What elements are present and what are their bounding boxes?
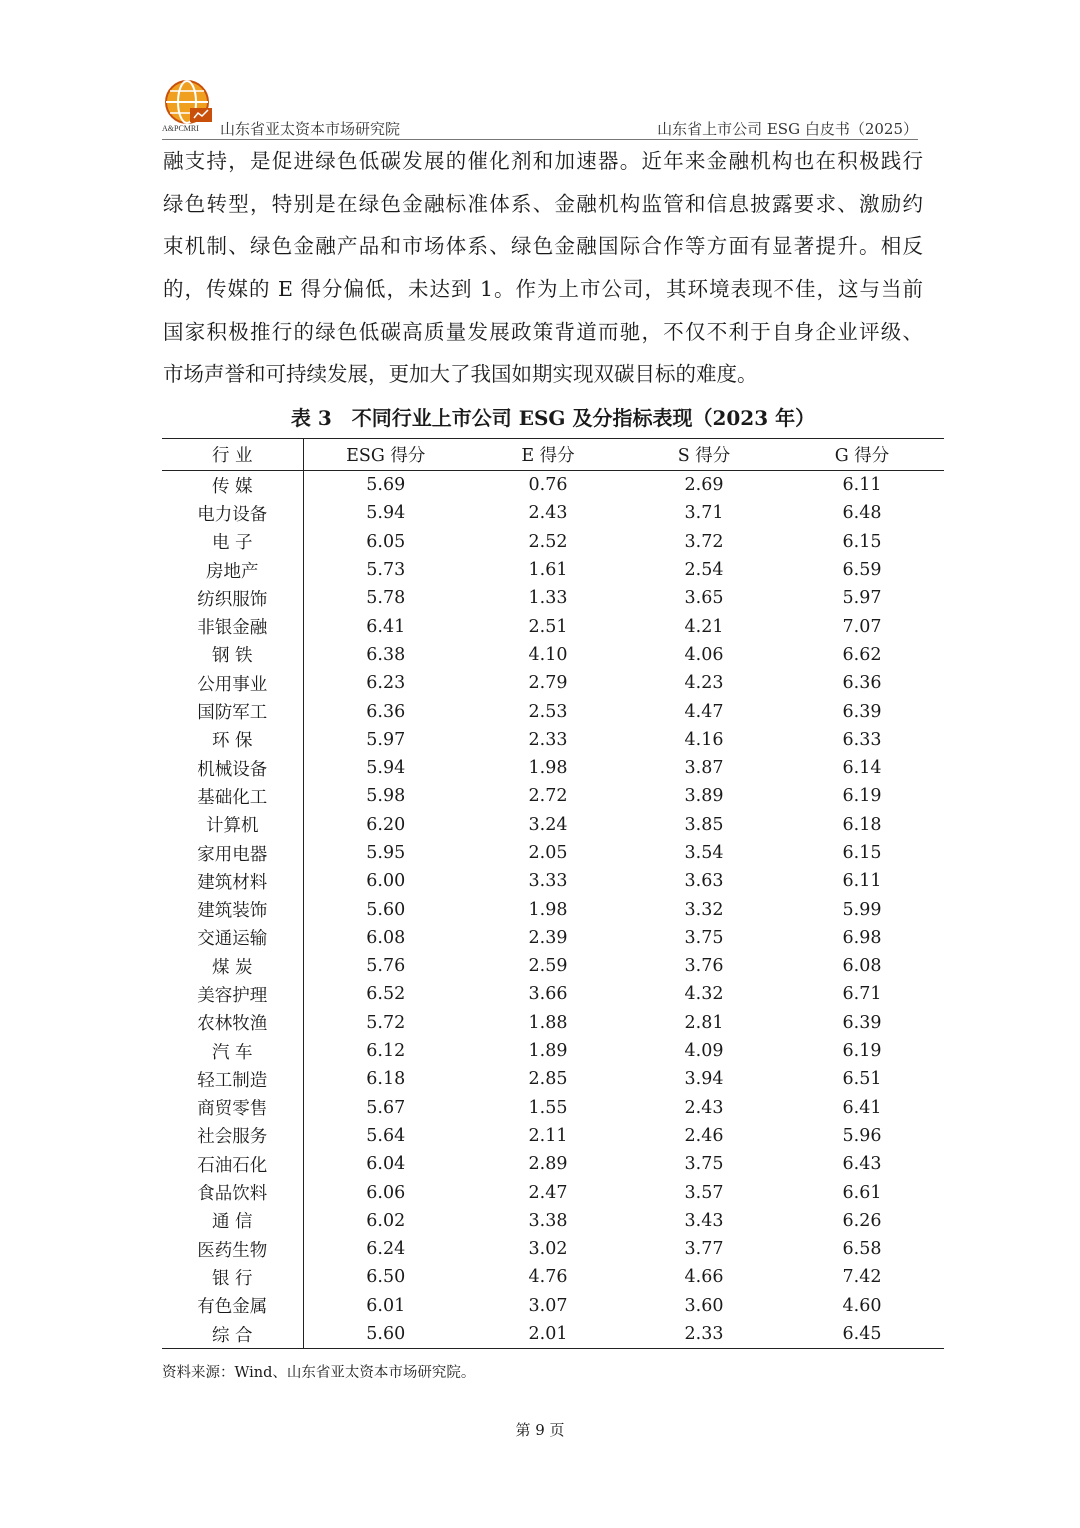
body-line: 的，传媒的 E 得分偏低，未达到 1。作为上市公司，其环境表现不佳，这与当前 xyxy=(163,277,923,302)
s-score-cell: 2.54 xyxy=(684,560,724,581)
esg-score-cell: 5.98 xyxy=(366,786,406,807)
e-score-cell: 2.47 xyxy=(528,1182,568,1203)
industry-cell: 钢 铁 xyxy=(162,641,303,669)
g-score-cell: 5.96 xyxy=(842,1125,882,1146)
g-score-cell: 6.15 xyxy=(842,843,882,863)
industry-cell: 建筑装饰 xyxy=(162,895,303,923)
e-score-cell: 2.79 xyxy=(528,673,568,694)
column-header-esg: ESG 得分 xyxy=(303,439,468,471)
page-number: 第 9 页 xyxy=(515,1421,565,1439)
industry-cell: 食品饮料 xyxy=(162,1178,303,1206)
table-row xyxy=(162,528,944,556)
table-row xyxy=(162,1292,944,1320)
esg-score-cell: 5.94 xyxy=(366,503,406,524)
industry-cell: 有色金属 xyxy=(162,1292,303,1320)
esg-score-cell: 6.06 xyxy=(366,1182,406,1203)
table-row xyxy=(162,584,944,612)
s-score-cell: 3.75 xyxy=(684,927,724,948)
institute-logo xyxy=(160,78,216,130)
industry-cell: 煤 炭 xyxy=(162,952,303,980)
e-score-cell: 1.55 xyxy=(528,1097,568,1118)
table-row xyxy=(162,1150,944,1178)
e-score-cell: 3.02 xyxy=(528,1239,568,1260)
g-score-cell: 6.08 xyxy=(842,956,882,977)
s-score-cell: 4.47 xyxy=(684,701,724,722)
g-score-cell: 7.42 xyxy=(842,1267,882,1288)
body-line: 绿色转型，特别是在绿色金融标准体系、金融机构监管和信息披露要求、激励约 xyxy=(163,191,923,216)
industry-cell: 计算机 xyxy=(162,811,303,839)
table-row xyxy=(162,895,944,923)
e-score-cell: 2.85 xyxy=(528,1069,568,1090)
industry-cell: 家用电器 xyxy=(162,839,303,867)
industry-cell: 机械设备 xyxy=(162,754,303,782)
s-score-cell: 4.66 xyxy=(684,1267,724,1288)
esg-score-cell: 5.95 xyxy=(366,843,406,863)
e-score-cell: 2.51 xyxy=(528,616,568,637)
s-score-cell: 4.06 xyxy=(684,644,724,665)
e-score-cell: 1.98 xyxy=(528,758,568,779)
industry-cell: 纺织服饰 xyxy=(162,584,303,612)
table-row xyxy=(162,1009,944,1037)
g-score-cell: 5.99 xyxy=(842,899,882,920)
s-score-cell: 3.77 xyxy=(684,1239,724,1260)
esg-score-cell: 5.76 xyxy=(366,956,406,977)
industry-cell: 社会服务 xyxy=(162,1122,303,1150)
s-score-cell: 3.89 xyxy=(684,786,724,807)
s-score-cell: 3.87 xyxy=(684,758,724,779)
g-score-cell: 6.62 xyxy=(842,644,882,665)
g-score-cell: 6.36 xyxy=(842,673,882,694)
esg-score-cell: 6.12 xyxy=(366,1041,406,1062)
e-score-cell: 2.89 xyxy=(528,1154,568,1175)
e-score-cell: 3.33 xyxy=(528,871,568,892)
table-row xyxy=(162,1178,944,1206)
esg-score-cell: 5.69 xyxy=(366,475,406,496)
esg-score-cell: 6.36 xyxy=(366,701,406,722)
e-score-cell: 2.59 xyxy=(528,956,568,977)
industry-cell: 轻工制造 xyxy=(162,1065,303,1093)
table-row xyxy=(162,1235,944,1263)
s-score-cell: 4.32 xyxy=(684,984,724,1005)
body-line: 束机制、绿色金融产品和市场体系、绿色金融国际合作等方面有显著提升。相反 xyxy=(163,234,923,259)
s-score-cell: 2.33 xyxy=(628,1320,780,1349)
esg-score-cell: 6.20 xyxy=(366,814,406,835)
g-score-cell: 4.60 xyxy=(842,1295,882,1316)
esg-score-cell: 5.60 xyxy=(303,1320,468,1349)
industry-cell: 非银金融 xyxy=(162,612,303,640)
esg-score-cell: 5.72 xyxy=(366,1012,406,1033)
esg-score-cell: 6.08 xyxy=(366,927,406,948)
s-score-cell: 3.85 xyxy=(684,814,724,835)
g-score-cell: 6.19 xyxy=(842,786,882,807)
header-document-title: 山东省上市公司 ESG 白皮书（2025） xyxy=(657,120,918,138)
s-score-cell: 4.23 xyxy=(684,673,724,694)
esg-score-cell: 6.02 xyxy=(366,1210,406,1231)
g-score-cell: 6.98 xyxy=(842,927,882,948)
industry-cell: 建筑材料 xyxy=(162,867,303,895)
s-score-cell: 3.76 xyxy=(684,956,724,977)
s-score-cell: 3.65 xyxy=(684,588,724,609)
e-score-cell: 2.52 xyxy=(528,531,568,552)
g-score-cell: 6.11 xyxy=(842,871,882,892)
s-score-cell: 3.63 xyxy=(684,871,724,892)
e-score-cell: 2.05 xyxy=(528,843,568,863)
e-score-cell: 4.76 xyxy=(528,1267,568,1288)
s-score-cell: 3.57 xyxy=(684,1182,724,1203)
g-score-cell: 6.48 xyxy=(842,503,882,524)
e-score-cell: 2.43 xyxy=(528,503,568,524)
e-score-cell: 2.33 xyxy=(528,729,568,750)
g-score-cell: 6.51 xyxy=(842,1069,882,1090)
s-score-cell: 3.54 xyxy=(684,843,724,863)
e-score-cell: 3.24 xyxy=(528,814,568,835)
logo-text: A&PCMRI xyxy=(162,124,199,133)
g-score-cell: 6.39 xyxy=(842,1012,882,1033)
s-score-cell: 4.16 xyxy=(684,729,724,750)
industry-cell: 银 行 xyxy=(162,1263,303,1291)
column-header-industry: 行 业 xyxy=(162,439,303,471)
table-body xyxy=(162,471,944,1349)
e-score-cell: 4.10 xyxy=(528,644,568,665)
g-score-cell: 6.11 xyxy=(842,475,882,496)
esg-score-cell: 6.04 xyxy=(366,1154,406,1175)
table-row xyxy=(162,924,944,952)
table-caption: 表 3 不同行业上市公司 ESG 及分指标表现（2023 年） xyxy=(290,406,816,430)
table-row xyxy=(162,1037,944,1065)
s-score-cell: 3.94 xyxy=(684,1069,724,1090)
s-score-cell: 4.21 xyxy=(684,616,724,637)
table-row xyxy=(162,499,944,527)
esg-score-cell: 6.24 xyxy=(366,1239,406,1260)
industry-cell: 房地产 xyxy=(162,556,303,584)
e-score-cell: 1.61 xyxy=(528,560,568,581)
industry-cell: 传 媒 xyxy=(162,471,303,500)
industry-cell: 国防军工 xyxy=(162,697,303,725)
body-line: 国家积极推行的绿色低碳高质量发展政策背道而驰，不仅不利于自身企业评级、 xyxy=(163,319,923,344)
table-row xyxy=(162,556,944,584)
table-row xyxy=(162,471,944,500)
table-row xyxy=(162,726,944,754)
table-row xyxy=(162,1065,944,1093)
g-score-cell: 6.61 xyxy=(842,1182,882,1203)
g-score-cell: 6.45 xyxy=(780,1320,944,1349)
esg-score-cell: 5.67 xyxy=(366,1097,406,1118)
body-line: 融支持，是促进绿色低碳发展的催化剂和加速器。近年来金融机构也在积极践行 xyxy=(163,149,923,173)
table-row xyxy=(162,867,944,895)
e-score-cell: 2.11 xyxy=(528,1125,568,1146)
esg-score-cell: 6.50 xyxy=(366,1267,406,1288)
industry-cell: 综 合 xyxy=(162,1320,303,1349)
column-header-e: E 得分 xyxy=(468,439,628,471)
body-line: 市场声誉和可持续发展，更加大了我国如期实现双碳目标的难度。 xyxy=(163,362,758,387)
esg-score-cell: 5.60 xyxy=(366,899,406,920)
s-score-cell: 3.72 xyxy=(684,531,724,552)
g-score-cell: 5.97 xyxy=(842,588,882,609)
table-row xyxy=(162,669,944,697)
g-score-cell: 6.43 xyxy=(842,1154,882,1175)
g-score-cell: 6.14 xyxy=(842,758,882,779)
s-score-cell: 4.09 xyxy=(684,1041,724,1062)
g-score-cell: 6.19 xyxy=(842,1041,882,1062)
table-row xyxy=(162,782,944,810)
esg-score-cell: 6.00 xyxy=(366,871,406,892)
g-score-cell: 6.59 xyxy=(842,560,882,581)
industry-cell: 农林牧渔 xyxy=(162,1009,303,1037)
e-score-cell: 3.07 xyxy=(528,1295,568,1316)
s-score-cell: 2.46 xyxy=(684,1125,724,1146)
g-score-cell: 6.18 xyxy=(842,814,882,835)
industry-cell: 汽 车 xyxy=(162,1037,303,1065)
s-score-cell: 2.81 xyxy=(684,1012,724,1033)
table-row xyxy=(162,811,944,839)
industry-cell: 基础化工 xyxy=(162,782,303,810)
s-score-cell: 3.60 xyxy=(684,1295,724,1316)
table-row xyxy=(162,839,944,867)
industry-cell: 电 子 xyxy=(162,528,303,556)
g-score-cell: 6.41 xyxy=(842,1097,882,1118)
industry-cell: 商贸零售 xyxy=(162,1094,303,1122)
column-header-g: G 得分 xyxy=(780,439,944,471)
esg-industry-table xyxy=(162,438,944,1349)
e-score-cell: 1.33 xyxy=(528,588,568,609)
source-note: 资料来源：Wind、山东省亚太资本市场研究院。 xyxy=(162,1365,476,1381)
g-score-cell: 6.15 xyxy=(842,531,882,552)
body-paragraph xyxy=(163,140,923,396)
e-score-cell: 0.76 xyxy=(528,475,568,496)
table-header-row xyxy=(162,439,944,471)
e-score-cell: 1.89 xyxy=(528,1041,568,1062)
esg-score-cell: 6.23 xyxy=(366,673,406,694)
table-row xyxy=(162,952,944,980)
esg-score-cell: 5.94 xyxy=(366,758,406,779)
e-score-cell: 2.39 xyxy=(528,927,568,948)
g-score-cell: 6.33 xyxy=(842,729,882,750)
industry-cell: 电力设备 xyxy=(162,499,303,527)
esg-score-cell: 5.73 xyxy=(366,560,406,581)
s-score-cell: 2.69 xyxy=(684,475,724,496)
esg-score-cell: 5.78 xyxy=(366,588,406,609)
table-row xyxy=(162,754,944,782)
s-score-cell: 2.43 xyxy=(684,1097,724,1118)
e-score-cell: 2.72 xyxy=(528,786,568,807)
table-row xyxy=(162,1320,944,1349)
table-row xyxy=(162,612,944,640)
industry-cell: 环 保 xyxy=(162,726,303,754)
esg-score-cell: 6.38 xyxy=(366,644,406,665)
g-score-cell: 7.07 xyxy=(842,616,882,637)
e-score-cell: 3.38 xyxy=(528,1210,568,1231)
table-row xyxy=(162,697,944,725)
e-score-cell: 1.88 xyxy=(528,1012,568,1033)
s-score-cell: 3.71 xyxy=(684,503,724,524)
industry-cell: 医药生物 xyxy=(162,1235,303,1263)
esg-score-cell: 6.52 xyxy=(366,984,406,1005)
table-row xyxy=(162,1094,944,1122)
table-row xyxy=(162,1207,944,1235)
esg-score-cell: 6.18 xyxy=(366,1069,406,1090)
e-score-cell: 2.01 xyxy=(468,1320,628,1349)
s-score-cell: 3.32 xyxy=(684,899,724,920)
s-score-cell: 3.75 xyxy=(684,1154,724,1175)
table-row xyxy=(162,980,944,1008)
table-row xyxy=(162,1263,944,1291)
e-score-cell: 2.53 xyxy=(528,701,568,722)
g-score-cell: 6.58 xyxy=(842,1239,882,1260)
g-score-cell: 6.71 xyxy=(842,984,882,1005)
industry-cell: 交通运输 xyxy=(162,924,303,952)
esg-score-cell: 6.01 xyxy=(366,1295,406,1316)
g-score-cell: 6.26 xyxy=(842,1210,882,1231)
e-score-cell: 1.98 xyxy=(528,899,568,920)
industry-cell: 通 信 xyxy=(162,1207,303,1235)
esg-score-cell: 6.41 xyxy=(366,616,406,637)
e-score-cell: 3.66 xyxy=(528,984,568,1005)
table-row xyxy=(162,641,944,669)
esg-score-cell: 6.05 xyxy=(366,531,406,552)
header-institute-name: 山东省亚太资本市场研究院 xyxy=(220,120,401,138)
column-header-s: S 得分 xyxy=(628,439,780,471)
table-row xyxy=(162,1122,944,1150)
industry-cell: 美容护理 xyxy=(162,980,303,1008)
esg-score-cell: 5.97 xyxy=(366,729,406,750)
s-score-cell: 3.43 xyxy=(684,1210,724,1231)
industry-cell: 石油石化 xyxy=(162,1150,303,1178)
industry-cell: 公用事业 xyxy=(162,669,303,697)
esg-score-cell: 5.64 xyxy=(366,1125,406,1146)
g-score-cell: 6.39 xyxy=(842,701,882,722)
